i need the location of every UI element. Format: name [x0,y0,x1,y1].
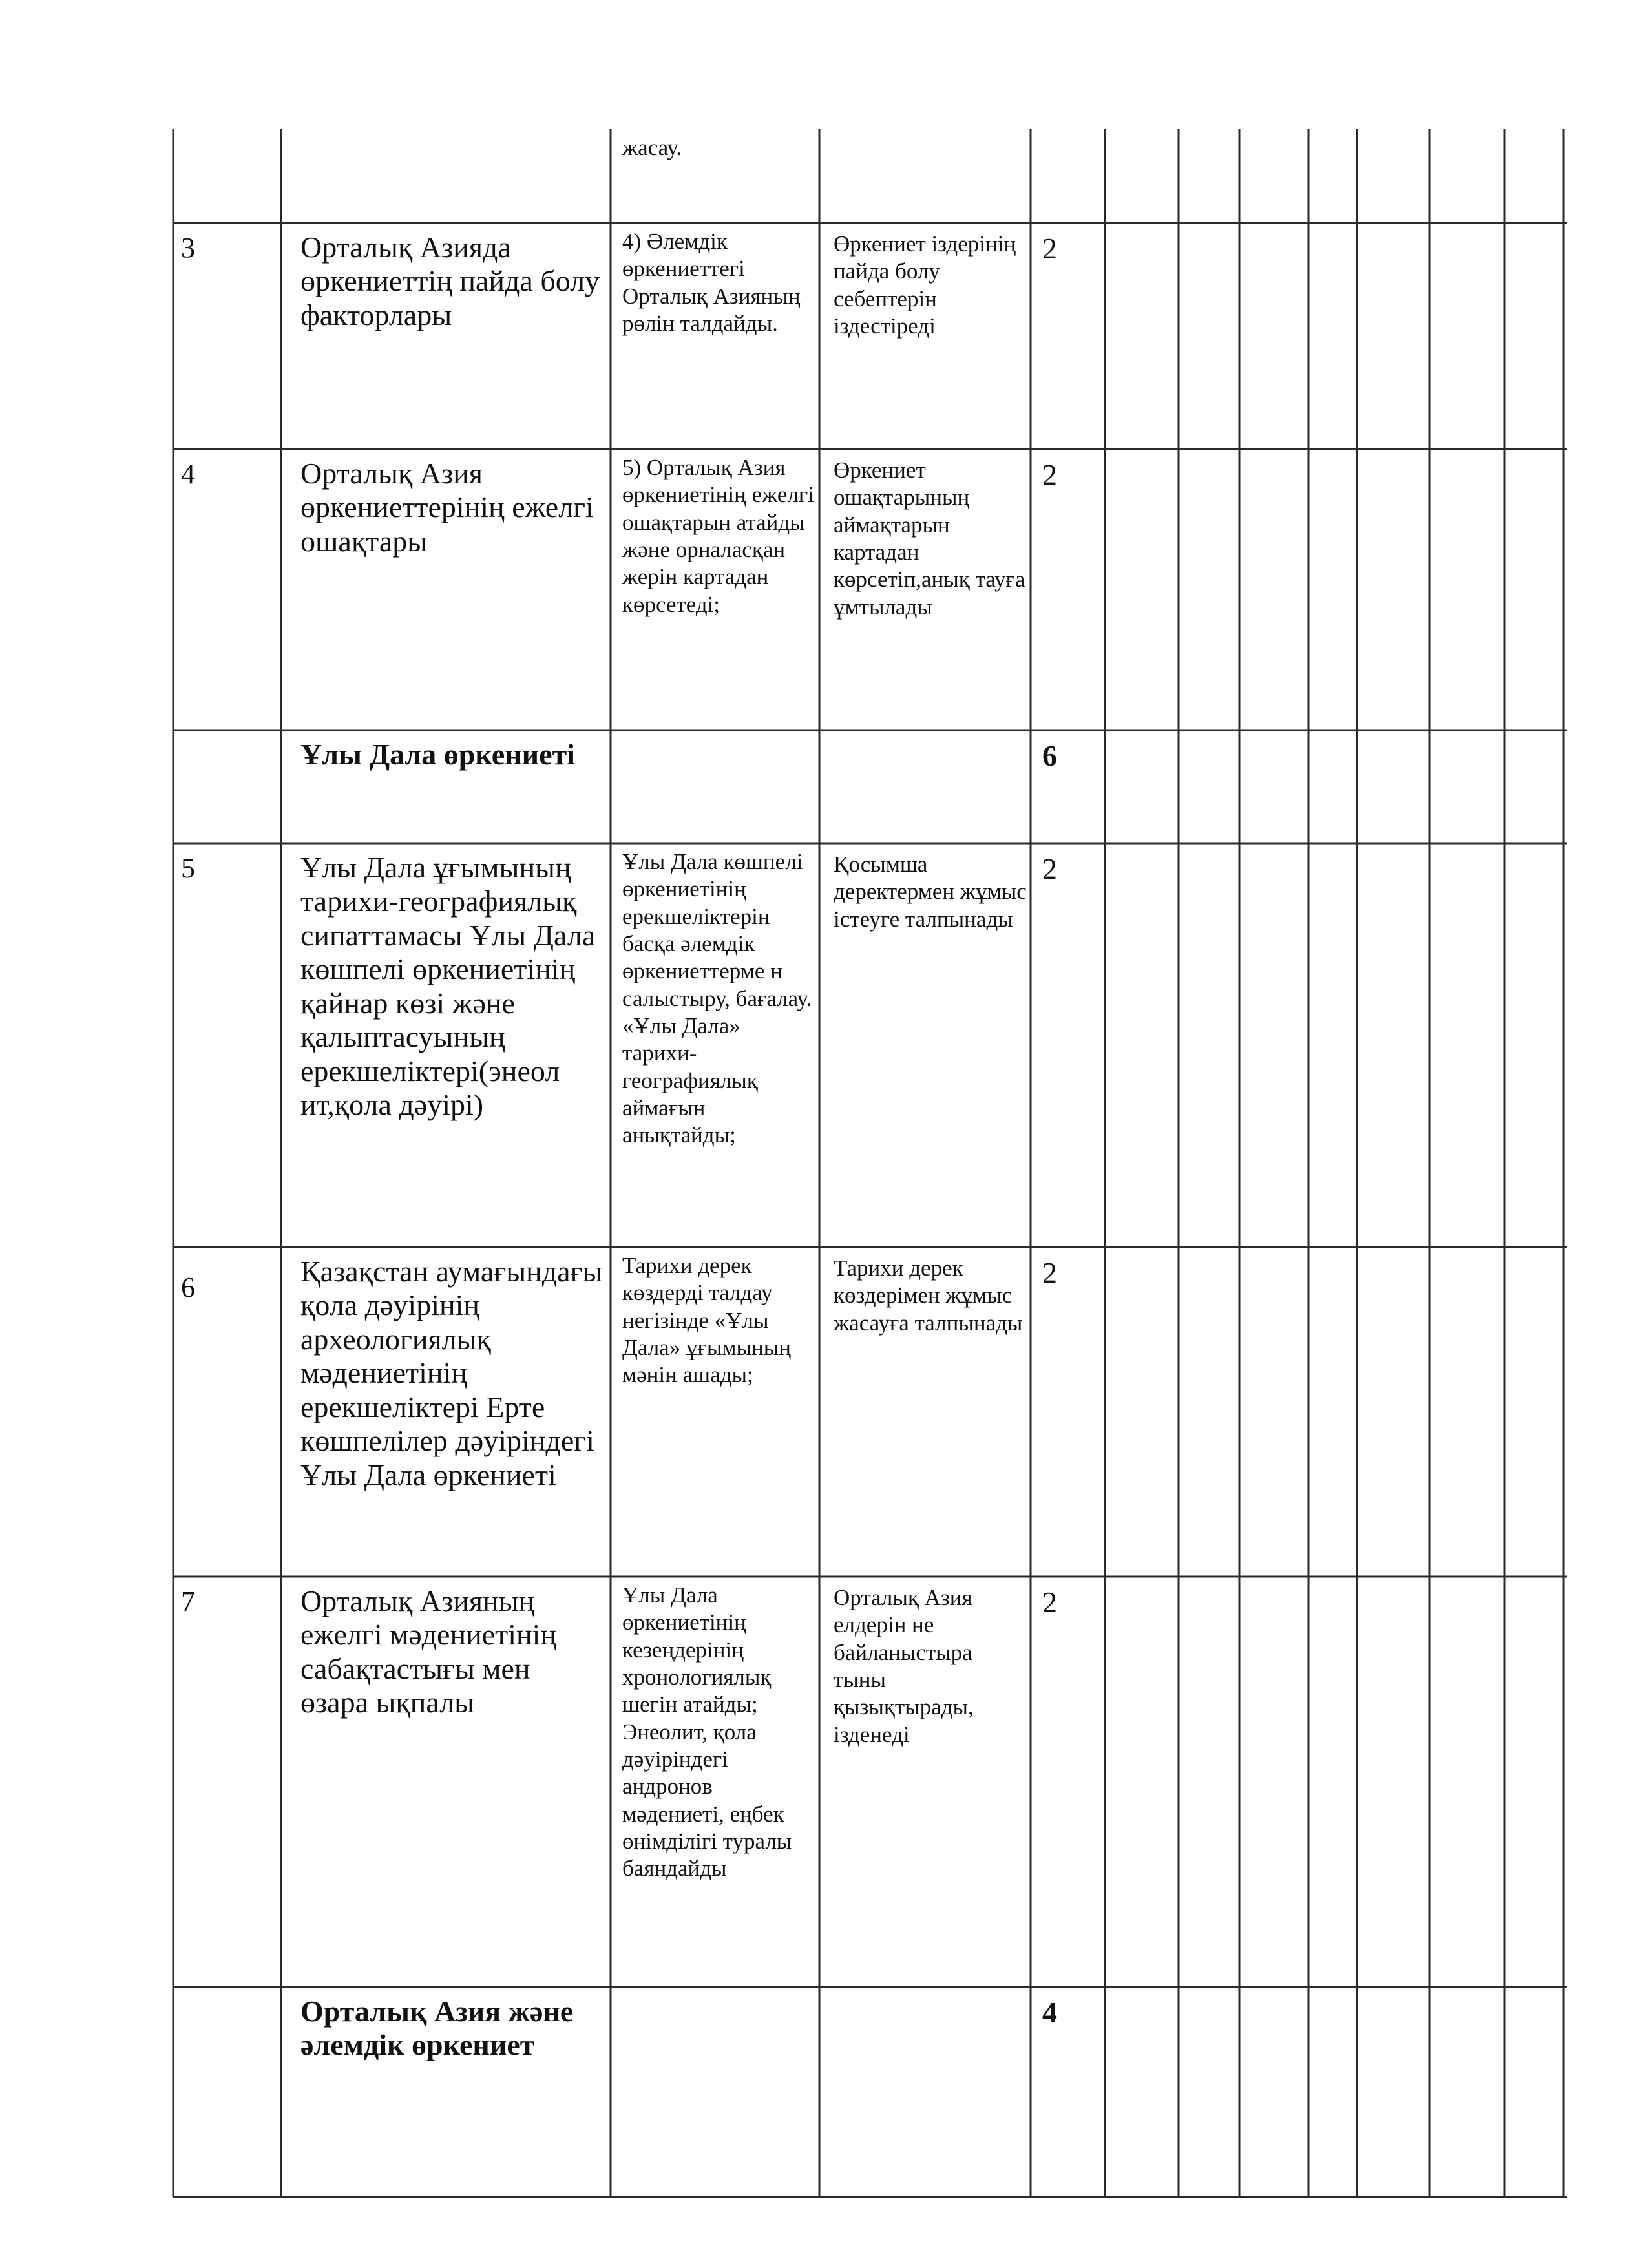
topic-text: Ұлы Дала ұғымының тарихи-географиялық сипаттамасы Ұлы Дала көшпелі өркениетінің қайнар көзі және қалыптасуының ерекшеліктері(энеол ит,қола дәуірі) [300,851,596,1122]
section-title: Орталық Азия және әлемдік өркениет [300,1995,574,2062]
topic-text: Орталық Азияның ежелгі мәдениетінің сабақтастығы мен өзара ықпалы [300,1584,557,1719]
row-number: 6 [181,1272,195,1303]
learning-objective-text: Ұлы Дала өркениетінің кезеңдерінің хронологиялық шегін атайды; Энеолит, қола дәуіріндегі андронов мәдениеті, еңбек өнімділігі туралы баяндайды [622,1582,792,1882]
topic-text: Қазақстан аумағындағы қола дәуірінің археологиялық мәдениетінің ерекшеліктері Ерте көшпелілер дәуіріндегі Ұлы Дала өркениеті [300,1255,603,1491]
hours-value: 4 [1042,1996,1057,2029]
row-number: 5 [181,852,195,884]
hours-value: 2 [1042,852,1057,885]
section-title: Ұлы Дала өркениеті [300,738,575,771]
hours-value: 2 [1042,232,1057,265]
hours-value: 2 [1042,458,1057,491]
learning-objective-text: Тарихи дерек көздерді талдау негізінде «Ұлы Дала» ұғымының мәнін ашады; [622,1253,791,1388]
expected-result-text: Орталық Азия елдерін не байланыстыра тыны қызықтырады, ізденеді [834,1585,974,1747]
row-number: 4 [181,458,195,490]
learning-objective-text: 5) Орталық Азия өркениетінің ежелгі ошақтарын атайды және орналасқан жерін картадан көрсетеді; [622,455,814,617]
row-number: 3 [181,232,195,264]
learning-objective-text: жасау. [622,135,682,160]
learning-objective-text: Ұлы Дала көшпелі өркениетінің ерекшеліктерін басқа әлемдік өркениеттерме н салыстыру, бағалау. «Ұлы Дала» тарихи-географиялық аймағын анықтайды; [622,849,812,1148]
hours-value: 2 [1042,1256,1057,1289]
row-number: 7 [181,1586,195,1617]
expected-result-text: Қосымша деректермен жұмыс істеуге талпынады [834,852,1027,932]
hours-value: 6 [1042,739,1057,772]
expected-result-text: Өркениет ошақтарының аймақтарын картадан көрсетіп,анық тауға ұмтылады [834,457,1025,620]
learning-objective-text: 4) Әлемдік өркениеттегі Орталық Азияның рөлін талдайды. [622,229,801,337]
topic-text: Орталық Азия өркениеттерінің ежелгі ошақтары [300,457,594,558]
expected-result-text: Тарихи дерек көздерімен жұмыс жасауға талпынады [834,1255,1023,1336]
topic-text: Орталық Азияда өркениеттің пайда болу факторлары [300,231,600,331]
hours-value: 2 [1042,1586,1057,1619]
expected-result-text: Өркениет іздерінің пайда болу себептерін іздестіреді [834,231,1016,339]
